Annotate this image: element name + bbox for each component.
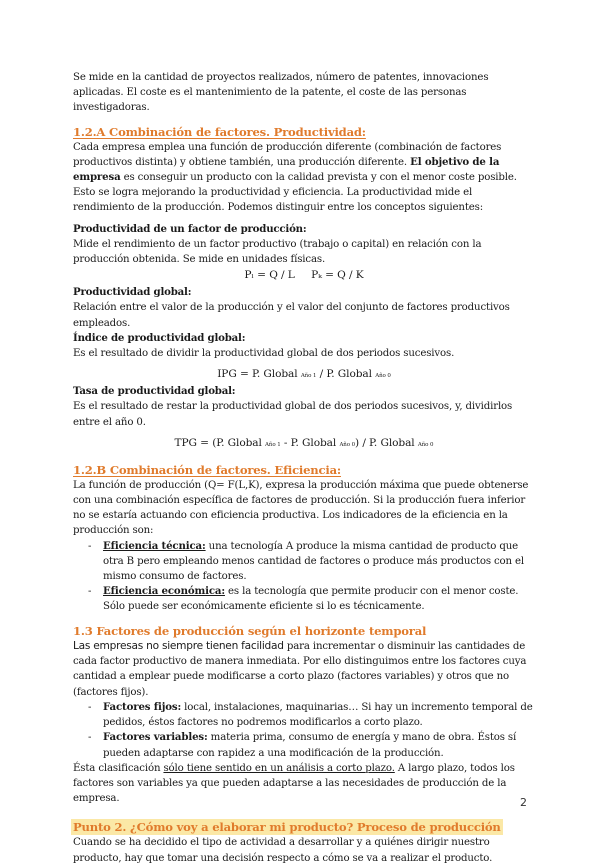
page-content	[73, 70, 535, 866]
productividad-factor-formula: Pₗ = Q / L Pₖ = Q / K	[244, 269, 364, 282]
list-item: - Factores fijos: local, instalaciones, maquinarias… Si hay un incremento temporal de pedidos, éstos factores no podremos modificarlos a corto plazo.	[73, 700, 535, 730]
eficiencia-list	[73, 539, 535, 615]
list-item: - Factores variables: materia prima, consumo de energía y mano de obra. Éstos sí pueden adaptarse con rapidez a una modificación de la producción.	[73, 730, 535, 760]
tasa-productividad-text: Es el resultado de restar la productividad global de dos periodos sucesivos, y, dividirlos entre el año 0.	[73, 401, 513, 428]
productividad-global-label: Productividad global:	[73, 286, 192, 299]
ipg-formula: IPG = P. Global Año 1 / P. Global Año 0	[217, 368, 391, 381]
factores-list	[73, 700, 535, 761]
list-item: - Eficiencia económica: es la tecnología que permite producir con el menor coste. Sólo puede ser económicamente eficiente si lo es técnicamente.	[73, 584, 535, 614]
tasa-productividad-label: Tasa de productividad global:	[73, 385, 236, 398]
section-heading-proceso-produccion: Punto 2. ¿Cómo voy a elaborar mi producto? Proceso de producción	[73, 820, 501, 835]
section-heading-horizonte-temporal: 1.3 Factores de producción según el horizonte temporal	[73, 623, 427, 638]
productividad-factor-text: Mide el rendimiento de un factor productivo (trabajo o capital) en relación con la producción obtenida. Se mide en unidades físicas.	[73, 238, 482, 266]
clasificacion-paragraph: Ésta clasificación sólo tiene sentido en un análisis a corto plazo. A largo plazo, todos los factores son variables ya que pueden adaptarse a las necesidades de producción de la empresa.	[73, 762, 515, 805]
proceso-paragraph: Cuando se ha decidido el tipo de actividad a desarrollar y a quiénes dirigir nuestro producto, hay que tomar una decisión respecto a cómo se va a realizar el producto.	[73, 837, 493, 864]
horizonte-paragraph: Las empresas no siempre tienen facilidad para incrementar o disminuir las cantidades de cada factor productivo de manera inmediata. Por ello distinguimos entre los factores cuya cantidad a emplear puede modificarse a corto plazo (factores variables) y otros que no (factores fijos).	[73, 639, 527, 698]
productividad-paragraph: Cada empresa emplea una función de producción diferente (combinación de factores productivos distinta) y obtiene también, una producción diferente. El objetivo de la empresa es conseguir un producto con la calidad prevista y con el menor coste posible. Esto se logra mejorando la productividad y eficiencia. La productividad mide el rendimiento de la producción. Podemos distinguir entre los conceptos siguientes:	[73, 141, 517, 214]
productividad-global-text: Relación entre el valor de la producción y el valor del conjunto de factores productivos empleados.	[73, 302, 510, 329]
page-number: 2	[520, 796, 527, 809]
intro-paragraph: Se mide en la cantidad de proyectos realizados, número de patentes, innovaciones aplicadas. El coste es el mantenimiento de la patente, el coste de las personas investigadoras.	[73, 72, 489, 114]
section-heading-eficiencia: 1.2.B Combinación de factores. Eficiencia:	[73, 462, 341, 477]
indice-productividad-text: Es el resultado de dividir la productividad global de dos periodos sucesivos.	[73, 348, 455, 360]
list-item: - Eficiencia técnica: una tecnología A produce la misma cantidad de producto que otra B pero empleando menos cantidad de factores o produce más productos con el mismo consumo de factores.	[73, 539, 535, 585]
tpg-formula: TPG = (P. Global Año 1 - P. Global Año 0) / P. Global Año 0	[174, 436, 434, 449]
productividad-factor-label: Productividad de un factor de producción:	[73, 222, 307, 235]
eficiencia-paragraph: La función de producción (Q= F(L,K), expresa la producción máxima que puede obtenerse con una combinación específica de factores de producción. Si la producción fuera inferior no se estaría actuando con eficiencia productiva. Los indicadores de la eficiencia en la producción son:	[73, 479, 529, 537]
indice-productividad-label: Índice de productividad global:	[73, 331, 246, 344]
section-heading-productividad: 1.2.A Combinación de factores. Productividad:	[73, 124, 366, 139]
